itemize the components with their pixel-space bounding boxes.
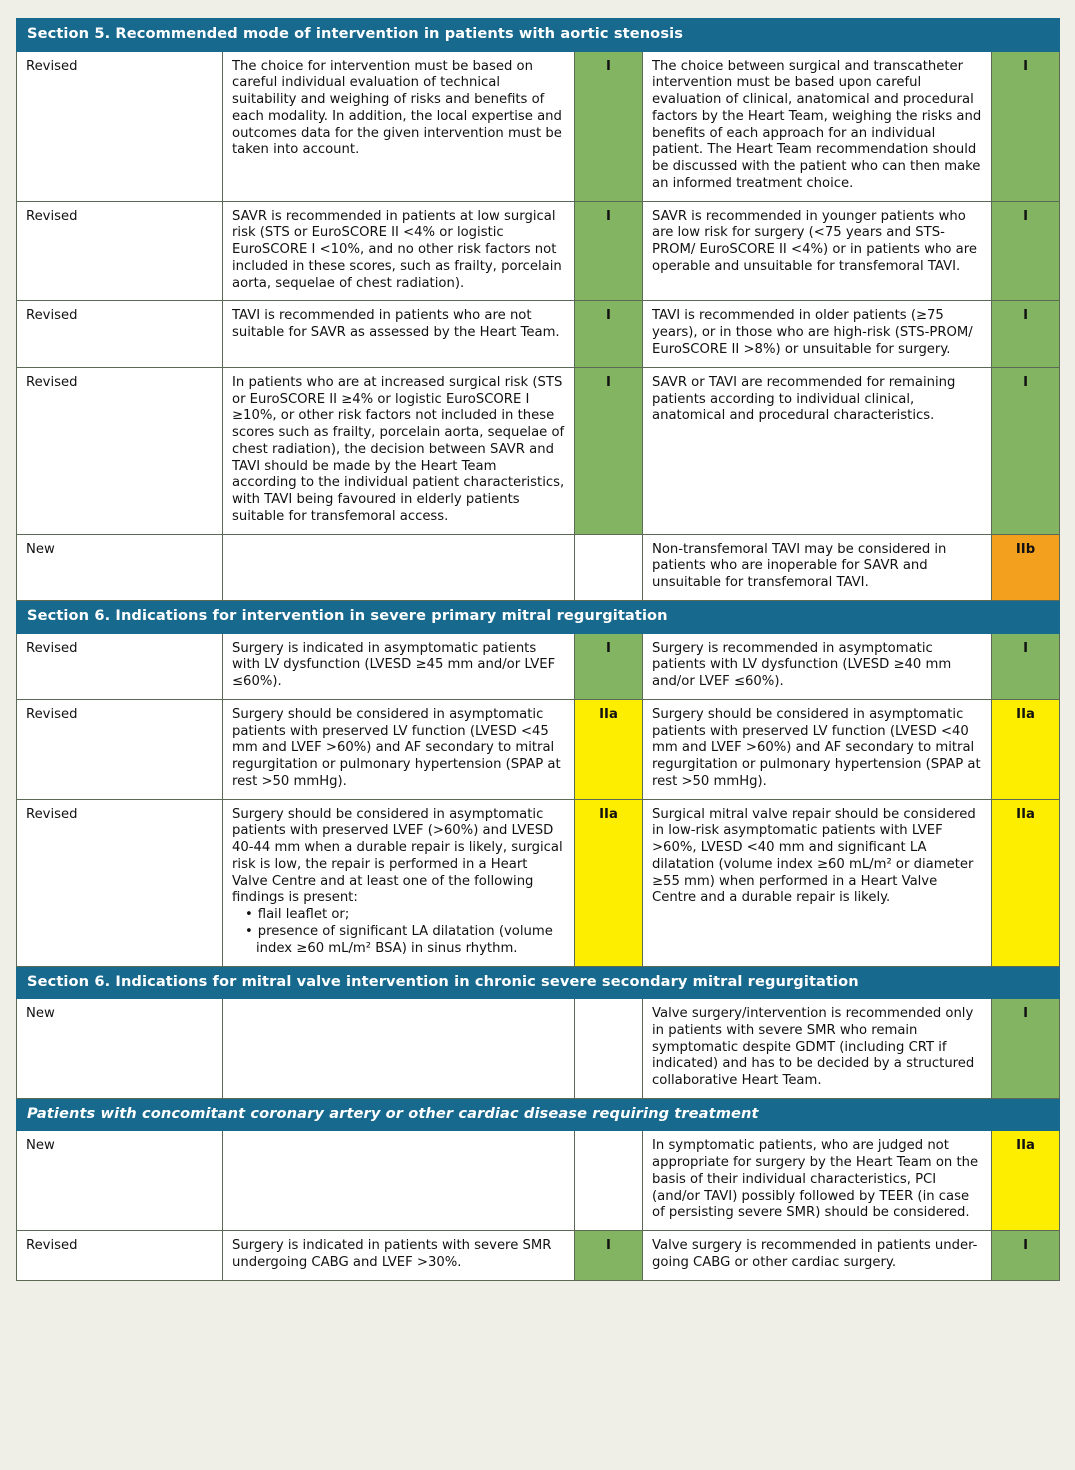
table-row <box>17 534 1060 600</box>
list-item: • flail leaflet or; <box>256 907 565 924</box>
new-class-of-recommendation: I <box>992 999 1060 1099</box>
row-status: Revised <box>17 633 223 699</box>
new-recommendation-text: TAVI is recommended in older patients (≥75 years), or in those who are high-risk (STS-PROM/ EuroSCORE II >8%) or unsuitable for surgery. <box>643 301 992 367</box>
new-class-of-recommendation: I <box>992 1231 1060 1281</box>
new-class-of-recommendation: I <box>992 633 1060 699</box>
new-recommendation-text: The choice between surgical and transcatheter intervention must be based upon careful evaluation of clinical, anatomical and procedural factors by the Heart Team, weighing the risks and benefits of each approach for an individual patient. The Heart Team recommendation should be discussed with the patient who can then make an informed treatment choice. <box>643 51 992 201</box>
old-recommendation-text: Surgery is indicated in patients with severe SMR undergoing CABG and LVEF >30%. <box>223 1231 575 1281</box>
old-recommendation-paragraph: Surgery should be considered in asymptomatic patients with preserved LVEF (>60%) and LVESD 40-44 mm when a durable repair is likely, surgical risk is low, the repair is performed in a Heart Valve Centre and at least one of the following findings is present: <box>232 806 563 906</box>
old-recommendation-text <box>223 1131 575 1231</box>
old-recommendation-text: Surgery is indicated in asymptomatic patients with LV dysfunction (LVESD ≥45 mm and/or LVEF ≤60%). <box>223 633 575 699</box>
old-recommendation-text <box>223 999 575 1099</box>
table-row <box>17 201 1060 301</box>
row-status: Revised <box>17 51 223 201</box>
new-recommendation-text: SAVR is recommended in younger patients who are low risk for surgery (<75 years and STS-PROM/ EuroSCORE II <4%) or in patients who are operable and unsuitable for transfemoral TAVI. <box>643 201 992 301</box>
new-recommendation-text: Valve surgery/intervention is recommended only in patients with severe SMR who remain symptomatic despite GDMT (including CRT if indicated) and has to be decided by a structured collaborative Heart Team. <box>643 999 992 1099</box>
section-header-row <box>17 966 1060 999</box>
section-header-row <box>17 1098 1060 1131</box>
row-status: Revised <box>17 799 223 966</box>
old-class-of-recommendation: I <box>575 633 643 699</box>
new-recommendation-text: Non-transfemoral TAVI may be considered in patients who are inoperable for SAVR and unsuitable for transfemoral TAVI. <box>643 534 992 600</box>
table-row <box>17 51 1060 201</box>
old-class-of-recommendation <box>575 999 643 1099</box>
new-class-of-recommendation: I <box>992 301 1060 367</box>
new-class-of-recommendation: IIa <box>992 799 1060 966</box>
table-row <box>17 1131 1060 1231</box>
section-title: Section 6. Indications for mitral valve intervention in chronic severe secondary mitral regurgitation <box>17 966 1060 999</box>
row-status: New <box>17 1131 223 1231</box>
table-row <box>17 301 1060 367</box>
new-class-of-recommendation: IIa <box>992 1131 1060 1231</box>
old-class-of-recommendation: IIa <box>575 799 643 966</box>
table-row <box>17 367 1060 534</box>
table-row <box>17 999 1060 1099</box>
old-recommendation-text: The choice for intervention must be based on careful individual evaluation of technical suitability and weighing of risks and benefits of each modality. In addition, the local expertise and outcomes data for the given intervention must be taken into account. <box>223 51 575 201</box>
old-class-of-recommendation: IIa <box>575 699 643 799</box>
new-recommendation-text: Surgery should be considered in asymptomatic patients with preserved LV function (LVESD <40 mm and LVEF >60%) and AF secondary to mitral regurgitation or pulmonary hypertension (SPAP at rest >50 mmHg). <box>643 699 992 799</box>
old-class-of-recommendation <box>575 1131 643 1231</box>
recommendations-table <box>16 18 1060 1281</box>
section-header-row <box>17 600 1060 633</box>
old-class-of-recommendation: I <box>575 367 643 534</box>
old-recommendation-text: TAVI is recommended in patients who are not suitable for SAVR as assessed by the Heart Team. <box>223 301 575 367</box>
new-class-of-recommendation: I <box>992 201 1060 301</box>
row-status: Revised <box>17 201 223 301</box>
new-class-of-recommendation: IIa <box>992 699 1060 799</box>
old-class-of-recommendation: I <box>575 51 643 201</box>
new-class-of-recommendation: IIb <box>992 534 1060 600</box>
new-recommendation-text: Surgery is recommended in asymptomatic patients with LV dysfunction (LVESD ≥40 mm and/or LVEF ≤60%). <box>643 633 992 699</box>
section-title: Section 5. Recommended mode of intervention in patients with aortic stenosis <box>17 19 1060 52</box>
new-recommendation-text: In symptomatic patients, who are judged not appropriate for surgery by the Heart Team on the basis of their individual characteristics, PCI (and/or TAVI) possibly followed by TEER (in case of persisting severe SMR) should be considered. <box>643 1131 992 1231</box>
old-class-of-recommendation <box>575 534 643 600</box>
new-class-of-recommendation: I <box>992 367 1060 534</box>
old-recommendation-text <box>223 534 575 600</box>
section-header-row <box>17 19 1060 52</box>
old-recommendation-text: In patients who are at increased surgical risk (STS or EuroSCORE II ≥4% or logistic EuroSCORE I ≥10%, or other risk factors not included in these scores such as frailty, porcelain aorta, sequelae of chest radiation), the decision between SAVR and TAVI should be made by the Heart Team according to the individual patient characteristics, with TAVI being favoured in elderly patients suitable for transfemoral access. <box>223 367 575 534</box>
row-status: New <box>17 534 223 600</box>
old-recommendation-text: Surgery should be considered in asymptomatic patients with preserved LV function (LVESD <45 mm and LVEF >60%) and AF secondary to mitral regurgitation or pulmonary hypertension (SPAP at rest >50 mmHg). <box>223 699 575 799</box>
old-recommendation-bullets <box>232 907 565 957</box>
row-status: Revised <box>17 699 223 799</box>
row-status: Revised <box>17 1231 223 1281</box>
new-class-of-recommendation: I <box>992 51 1060 201</box>
table-row <box>17 699 1060 799</box>
old-class-of-recommendation: I <box>575 201 643 301</box>
row-status: New <box>17 999 223 1099</box>
row-status: Revised <box>17 301 223 367</box>
list-item: • presence of significant LA dilatation (volume index ≥60 mL/m² BSA) in sinus rhythm. <box>256 924 565 958</box>
old-class-of-recommendation: I <box>575 301 643 367</box>
old-recommendation-text <box>223 799 575 966</box>
new-recommendation-text: SAVR or TAVI are recommended for remaining patients according to individual clinical, anatomical and procedural characteristics. <box>643 367 992 534</box>
new-recommendation-text: Valve surgery is recommended in patients under-going CABG or other cardiac surgery. <box>643 1231 992 1281</box>
table-row <box>17 799 1060 966</box>
old-class-of-recommendation: I <box>575 1231 643 1281</box>
old-recommendation-text: SAVR is recommended in patients at low surgical risk (STS or EuroSCORE II <4% or logistic EuroSCORE I <10%, and no other risk factors not included in these scores, such as frailty, porcelain aorta, sequelae of chest radiation). <box>223 201 575 301</box>
row-status: Revised <box>17 367 223 534</box>
section-title: Patients with concomitant coronary artery or other cardiac disease requiring treatment <box>17 1098 1060 1131</box>
section-title: Section 6. Indications for intervention in severe primary mitral regurgitation <box>17 600 1060 633</box>
new-recommendation-text: Surgical mitral valve repair should be considered in low-risk asymptomatic patients with LVEF >60%, LVESD <40 mm and significant LA dilatation (volume index ≥60 mL/m² or diameter ≥55 mm) when performed in a Heart Valve Centre and a durable repair is likely. <box>643 799 992 966</box>
table-row <box>17 633 1060 699</box>
table-row <box>17 1231 1060 1281</box>
